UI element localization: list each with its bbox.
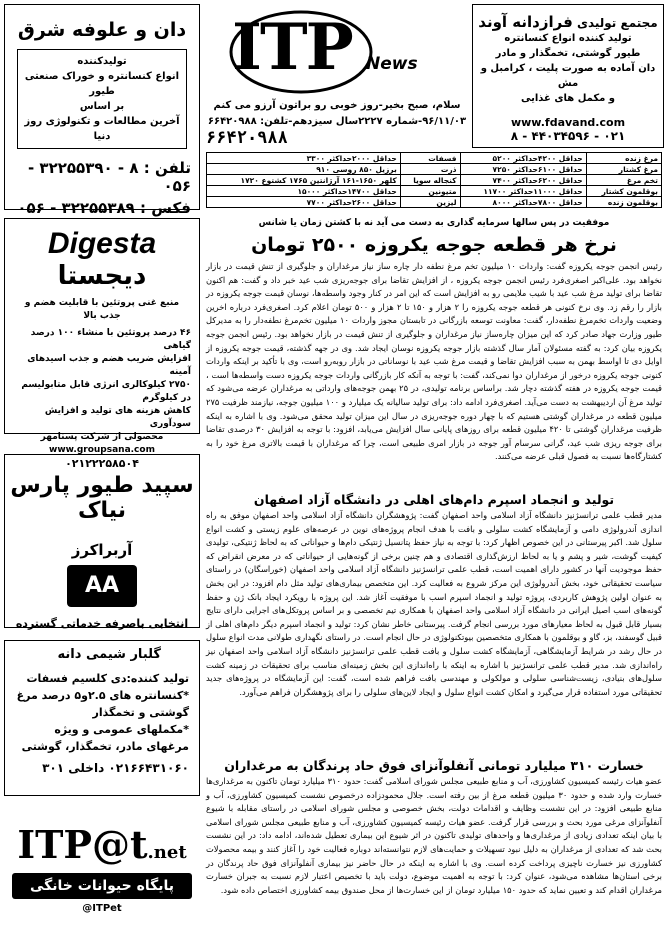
table-cell: متیونین <box>400 186 460 197</box>
ad-footer: انتخابی باصرفه خدماتی گسترده <box>15 617 189 630</box>
table-cell: ذرت <box>400 164 460 175</box>
article-headline: خسارت ۳۱۰ میلیارد تومانی آنفلوآنزای فوق حاد پرندگان به مرغداران <box>224 758 644 773</box>
article-body: عضو هیات رئیسه کمیسیون کشاورزی، آب و منابع طبیعی مجلس شورای اسلامی گفت: حدود ۳۱۰ میلیارد تومان تاکنون به مرغداری‌ها خسارت وارد شده و حدود ۳۰ میلیون قطعه مرغ از بین رفته است. جلال محمودزاده درخصوص نشست کمیسیون کشاورزی، آب و منابع طبیعی افزود: در این نشست وظایف و اقدامات دولت، بخش خصوصی و مجلس شورای اسلامی در راستای مقابله با شیوع آنفلوآنزای مرغی مورد بحث و بررسی قرار گرفت. عضو هیات رئیسه کمیسیون کشاورزی، آب و منابع طبیعی مجلس شورای اسلامی با بیان اینکه تعدادی زیادی از مرغداری‌ها و واحدهای تولیدی تاکنون در اثر شیوع این بیماری تعطیل شده‌اند، ادامه داد: در این نشست بحث شد که تعدادی از مرغداران به دلیل نبود تسهیلات و حمایت‌های لازم نتوانسته‌اند دوباره فعالیت خود را آغاز کنند و بیمه محصولات کشاورزی نیز خسارت ناچیزی پرداخت کرده است. وی با اشاره به اینکه در حال حاضر نیز بیماری آنفلوآنزای فوق حاد پرندگان در برخی استان‌ها مشاهده می‌شود، عنوان کرد: با توجه به اهمیت موضوع، دولت باید با تخصیص اعتبار لازم نسبت به جبران خسارت مرغداران اقدام کند و تعیین نماید که حدود ۱۵۰ میلیارد تومان از این خسارت‌ها از محل صندوق بیمه کشاورزی اختصاص داده شود. <box>206 776 663 895</box>
table-cell: حداقل ۴۲۰۰حداکثر ۵۲۰۰ <box>460 153 586 164</box>
ad-phone: ۰۲۱۶۶۴۳۱۰۶۰ داخلی ۳۰۱ <box>42 761 189 775</box>
table-cell: لیزین <box>400 197 460 208</box>
table-cell: فسفات <box>400 153 460 164</box>
ad-line: ۴۶ درصد پروتئین با منشاء ۱۰۰ درصد گیاهی <box>30 328 191 351</box>
company-line: دان آماده به صورت پلیت ، کرامبل و مش <box>480 63 656 89</box>
table-cell: بوقلمون کشتار <box>586 186 661 197</box>
itpet-suffix: .net <box>147 842 187 863</box>
article-headline: نرخ هر قطعه جوجه یکروزه ۲۵۰۰ تومان <box>251 234 617 256</box>
company-ad-header <box>472 4 664 148</box>
ad-golbar[interactable] <box>4 640 200 796</box>
digesta-logo: Digesta <box>47 227 157 260</box>
ad-phone: ۰۲۱۲۲۲۵۸۵۰۴ <box>65 457 139 470</box>
ad-pars-niak[interactable] <box>4 454 200 628</box>
logo-main: ITP <box>232 10 352 85</box>
ad-line: بر اساس <box>79 101 125 112</box>
table-cell: کلهر ۱۶۵۰-۱۶۱ آرژانتین ۱۷۶۵ کشتوع ۱۷۲۰ <box>207 175 401 186</box>
table-cell: حداقل ۲۶۰۰حداکثر ۷۷۰۰ <box>207 197 401 208</box>
tagline: سلام، صبح بخیر-روز خوبی رو براتون آرزو می کنم <box>213 100 461 111</box>
itp-news-logo <box>206 4 468 148</box>
issue-phone: ۶۶۴۲۰۹۸۸ <box>206 128 288 148</box>
company-name: فرازدانه آوند <box>478 13 573 31</box>
company-phone: ۰۲۱ - ۴۴۰۳۴۵۹۶ - ۸ <box>510 129 626 143</box>
itpet-handle[interactable]: @ITPet <box>82 903 122 914</box>
table-cell: حداقل ۷۸۰۰حداکثر ۸۰۰۰ <box>460 197 586 208</box>
ad-line: منبع غنی پروتئین با قابلیت هضم و جذب بالا <box>24 298 180 321</box>
ad-product: آربراکرز <box>71 541 133 559</box>
article-2 <box>206 492 662 756</box>
ad-line: تولید کننده:دی کلسیم فسفات <box>26 672 189 685</box>
table-row <box>207 175 662 186</box>
itpet-bar: پایگاه حیوانات خانگی <box>12 873 192 899</box>
ad-line: *کنسانتره های ۲.۵و۵ درصد مرغ گوشتی و تخمگذار <box>16 689 189 719</box>
digesta-logo-fa: دیجستا <box>57 261 147 291</box>
ad-title: دان و علوفه شرق <box>17 19 187 41</box>
article-body: مدیر قطب علمی ترانسژنیز دانشگاه آزاد اسلامی واحد اصفهان گفت: پژوهشگران دانشگاه آزاد اسلامی واحد اصفهان موفق به راه اندازی آندرولوژی دامی و آزمایشگاه کشت سلولی و بافت با هدف انجام پروژه‌های نوین در عرصه‌های علوم زیستی و کشت انواع سلول شد. اکبر پیرستانی در این خصوص اظهار کرد: با توجه به نیاز حفظ پتانسیل ژنتیکی دام‌ها و حیواناتی که به لحاظ ژنتیکی، تولیدی کیفیت گوشت، شیر و پشم و یا به لحاظ ارزش‌گذاری اقتصادی و هم چنین برخی از گونه‌هایی از حیواناتی که در معرض انقراض که حفظ موجودیت آنها در کشور دارای اهمیت است، قطب علمی ترانسژنیز دانشگاه آزاد اسلامی واحد اصفهان (خوراسگان) در راستای سیاست تحقیقاتی خود، بخش آندرولوژی این مرکز شروع به فعالیت کرد. این متخصص بیماری‌های تولید مثل دام افزود: در این بخش به عنوان اولین پژوهش کاربردی، پروژه تولید و انجماد اسپرم اسب با موفقیت آغاز شد. این پروژه با رویکرد ایجاد بانک ژن و حفظ گونه‌های اسب اصیل ایرانی در دانشگاه آزاد اسلامی واحد اصفهان با همکاری تیم تخصصی و بر اساس پروتکل‌های اجرایی دارای نتایج بسیار قابل قبول به لحاظ معیارهای مورد بررسی انجام گرفت. پیرستانی خاطر نشان کرد: تولید و انجماد اسپرم دیگر دام‌های اهلی از قبیل گوسفند، بز، گاو و بوقلمون با همکاری متخصصین بیوتکنولوژی در حال انجام است. در راستای نگهداری طولانی مدت انواع سلول در حال رشد در شرایط آزمایشگاهی، آزمایشگاه کشت سلول و بافت قطب علمی ترانسژنیز دانشگاه آزاد اسلامی واحد اصفهان نیز راه‌اندازی شد. مدیر قطب علمی ترانسژنیز با اشاره به اینکه با راه‌اندازی این بخش زمینه‌ای مناسب برای تحقیقات در زمینه کشت سلول‌های بنیادی، زیست‌شناسی سلولی و مولکولی و مهندسی بافت فراهم شده است، گفت: این آزمایشگاه در پروژه‌های جدید تحقیقاتی مورد استفاده قرار می‌گیرد و امکان کشت انواع سلول و ایجاد لاین‌های سلولی را برای پژوهشگران فراهم می‌آورد. <box>206 510 662 697</box>
company-line: و مکمل های غذایی <box>520 93 616 104</box>
ad-itpet[interactable] <box>4 804 200 944</box>
article-body: رئیس انجمن جوجه یکروزه گفت: واردات ۱۰ میلیون تخم مرغ نطفه دار چاره ساز نیاز مرغداران و جلوگیری از تنش قیمت در بازار نخواهد بود. علی‌اکبر اصغری‌فرد رئیس انجمن جوجه یکروزه ، از افزایش تقاضا برای جوجه‌ریزی شب عید خبر داد و گفت: هم اکنون تقاضا برای تولید مرغ شب عید با شیب ملایمی رو به افزایش است که این امر در کنار وجود واسطه‌ها، نوسان قیمت جوجه یکروزه در بازار را رقم زد. وی نرخ کنونی هر قطعه جوجه یکروزه را ۲ هزار و ۱۵۰ تا ۲ هزار و ۵۰۰ تومان اعلام کرد. اصغری‌فرد درباره اخرین وضعیت واردات تخم‌مرغ نطفه‌دار، گفت: معاونت توسعه بازرگانی در تابستان مجوز واردات ۱۰ میلیون تخم‌مرغ نطفه‌دار را به مدیرکل طیور وزارت جهاد صادر کرد که این میزان چاره‌ساز نیاز مرغداران و جلوگیری از تنش قیمت در بازار نخواهد بود. رئیس انجمن جوجه یکروزه بیان کرد: به گفته مسئولان آمار سال گذشته بازار جوجه یکروزه نوسان ایجاد شد. وی در جهه گذشته، قیمت جوجه یکروزه از اوایل دی تا اواسط بهمن به سبب افزایش تقاضا و قیمت مرغ شب عید با نوساناتی در بازار روبه‌رو است، وی با تأکید بر اینکه واردات کنونی جوجه یکروزه درخور از مرغداران دوا نمی‌کند، گفت: با توجه به آنکه کار بازرگانی واردات جوجه یکروزه دست واسطه‌ها است ، قیمت جوجه یکروزه در هفته گذشته دچار شد. براساس برنامه تولیدی، در ۲۵ بهمن جوجه‌های وارداتی به مرغداران عرضه می‌شود که تولید مرغ آن اردیبهشت به دست می‌آید. اصغری‌فرد ادامه داد: برای تولید سالیانه یک میلیارد و ۱۰۰ میلیون جوجه، نیازمند ظرفیت ۲۷۵ میلیون قطعه در مرغداران گوشتی هستیم که با چهار دوره جوجه‌ریزی در سال این میزان تولید محقق می‌شود. وی با اشاره به اینکه ظرفیت مرغداران گوشتی تا ۴۲۰ میلیون قطعه برای روزهای پایانی سال افزایش می‌یابد، افزود: با توجه به افزایش ۳۰ درصدی تقاضا برای جوجه ریزی شب عید، گرانی سرسام آور جوجه در بازار امری طبیعی است، چرا که مرغداران با قیمت بالاتری مرغ خود را به کشتارگاه‌ها نسبت به فصول قبلی عرضه می‌کنند. <box>206 261 663 462</box>
ad-line: انواع کنسانتره و خوراک صنعتی طیور <box>24 71 180 97</box>
table-cell: حداقل ۶۲۰۰حداکثر ۷۴۰۰ <box>460 175 586 186</box>
arbor-acres-logo: AA <box>67 565 137 607</box>
ad-line: تولیدکننده <box>77 56 127 67</box>
table-cell: بوقلمون زنده <box>586 197 661 208</box>
ad-line: *مکملهای عمومی و ویژه مرغهای مادر، تخمگذار، گوشتی <box>21 723 189 753</box>
ad-title: سپید طیور پارس نیاک <box>10 473 194 523</box>
ad-title: گلبار شیمی دانه <box>57 647 161 662</box>
ad-line: ۲۷۵۰ کیلوکالری انرژی قابل متابولیسم در کیلوگرم <box>21 380 191 403</box>
ad-line: آخرین مطالعات و تکنولوژی روز دنیا <box>24 116 180 142</box>
article-1 <box>206 234 662 490</box>
ad-line: محصولی از شرکت پسنامهر <box>40 432 164 442</box>
company-line: طیور گوشتی، تخمگذار و مادر <box>495 48 641 59</box>
ad-box <box>17 49 187 149</box>
issue-line: ۹۶/۱۱/۰۳-شماره ۲۲۲۷سال سیزدهم-تلفن: ۶۶۴۲۰۹۸۸ <box>207 116 467 127</box>
table-cell: حداقل ۶۱۰۰حداکثر ۷۲۵۰ <box>460 164 586 175</box>
ad-line: کاهش هزینه های تولید و افزایش سودآوری <box>44 406 191 429</box>
ad-dan-sharq[interactable] <box>4 4 200 217</box>
company-prefix: مجتمع تولیدی <box>576 16 658 30</box>
quote-note: موفقیت در پس سالها سرمایه گذاری به دست می آید نه با کشتن زمان یا شانس <box>258 218 610 228</box>
ad-website[interactable]: www.groupsana.com <box>49 445 155 455</box>
table-cell: برزیل ۸۵۰ روسی ۹۱۰ <box>207 164 401 175</box>
article-headline: تولید و انجماد اسپرم دام‌های اهلی در دانشگاه آزاد اصفهان <box>253 492 615 507</box>
company-line: تولید کننده انواع کنسانتره <box>504 33 632 44</box>
table-row <box>207 186 662 197</box>
table-cell: حداقل ۱۴۷۰۰حداکثر ۱۵۰۰۰ <box>207 186 401 197</box>
ad-tel: تلفن : ۸ - ۳۲۲۵۵۳۹۰ - ۰۵۶ <box>27 159 191 195</box>
logo-sub: News <box>366 54 418 74</box>
table-cell: حداقل ۲۰۰۰حداکثر ۳۳۰۰ <box>207 153 401 164</box>
table-cell: مرغ کشتار <box>586 164 661 175</box>
ad-digesta[interactable] <box>4 218 200 470</box>
table-row <box>207 197 662 208</box>
table-cell: حداقل ۱۱۰۰۰حداکثر ۱۱۷۰۰ <box>460 186 586 197</box>
article-3 <box>206 758 662 944</box>
ad-fax: فکس : ۳۲۲۵۵۳۸۹ - ۰۵۶ <box>17 199 191 217</box>
itpet-logo: ITP@t <box>17 822 148 867</box>
table-row <box>207 153 662 164</box>
company-website[interactable]: www.fdavand.com <box>510 116 626 129</box>
table-cell: مرغ زنده <box>586 153 661 164</box>
table-cell: کنجاله سویا <box>400 175 460 186</box>
table-cell: تخم مرغ <box>586 175 661 186</box>
price-table <box>206 152 662 208</box>
ad-line: افزایش ضریب هضم و جذب اسیدهای آمینه <box>27 354 191 377</box>
table-row <box>207 164 662 175</box>
